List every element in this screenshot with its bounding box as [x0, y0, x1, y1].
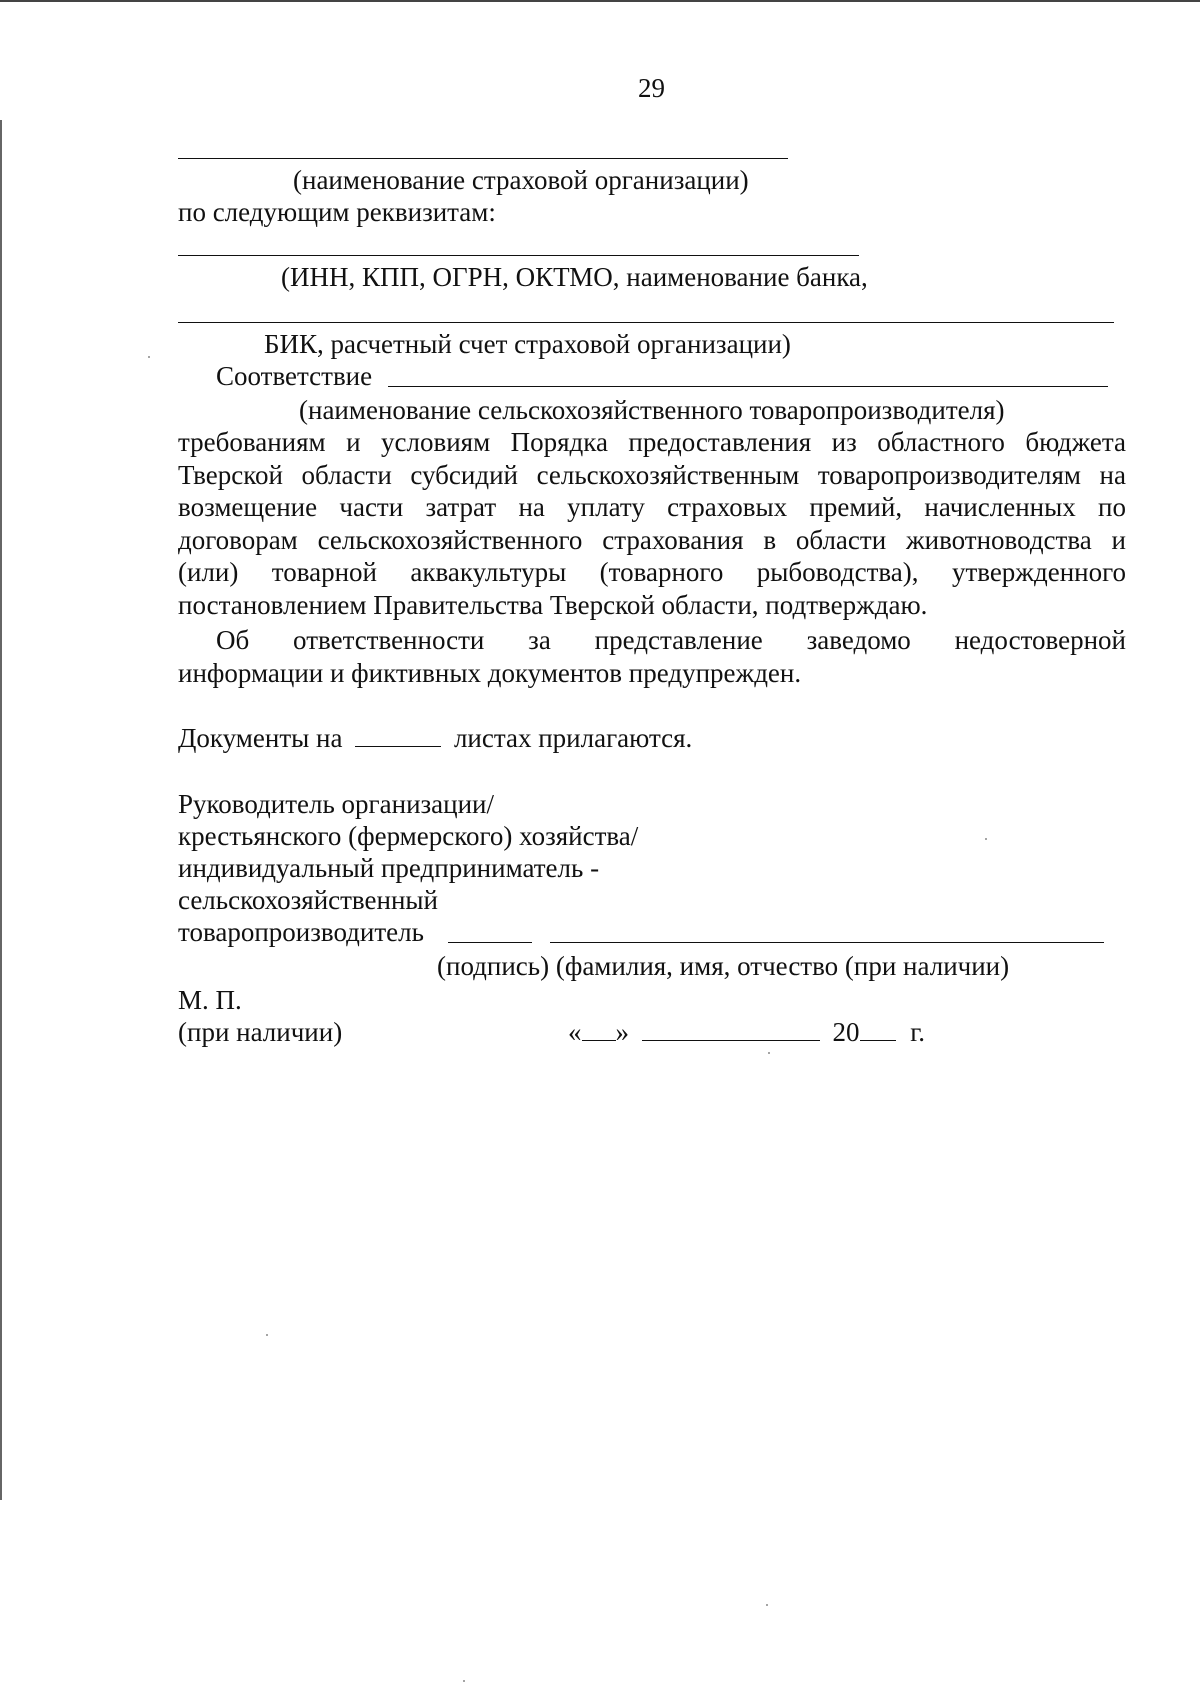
month-blank	[642, 1018, 820, 1041]
documents-prefix: Документы на	[178, 723, 343, 753]
body-line: возмещение части затрат на уплату страховых премий, начисленных по	[178, 492, 1126, 522]
page-number: 29	[638, 73, 665, 103]
scan-speck	[266, 1334, 268, 1336]
requisites-intro: по следующим реквизитам:	[178, 197, 496, 227]
producer-name-blank	[388, 386, 1108, 387]
liability-paragraph	[178, 624, 1126, 689]
signature-blank	[448, 942, 532, 943]
signature-caption: (подпись) (фамилия, имя, отчество (при наличии)	[437, 951, 1010, 981]
documents-suffix: листах прилагаются.	[453, 723, 693, 753]
date-line	[568, 1016, 925, 1048]
scan-speck	[766, 1604, 768, 1606]
full-name-blank	[550, 942, 1104, 943]
body-line: договорам сельскохозяйственного страхования в области животноводства и	[178, 524, 1126, 555]
body-line: Тверской области субсидий сельскохозяйственным товаропроизводителям на	[178, 459, 1126, 490]
scan-speck	[148, 356, 150, 358]
liability-line: Об ответственности за представление заведомо недостоверной	[216, 625, 1126, 655]
requisites-blank-2	[178, 322, 1114, 323]
sheet-count-blank	[355, 724, 441, 747]
year-blank	[860, 1018, 896, 1041]
signatory-line: сельскохозяйственный	[178, 885, 438, 915]
stamp-label: М. П.	[178, 985, 242, 1015]
requisites-blank-1	[178, 255, 859, 256]
scan-speck	[768, 1052, 770, 1054]
signatory-line: индивидуальный предприниматель -	[178, 853, 600, 883]
requisites-caption-2: БИК, расчетный счет страховой организации)	[264, 329, 791, 359]
documents-line	[178, 722, 692, 754]
scan-border-top	[0, 0, 1200, 2]
signatory-line: крестьянского (фермерского) хозяйства/	[178, 821, 639, 851]
day-blank	[582, 1018, 616, 1041]
scan-speck	[985, 838, 987, 840]
insurer-name-blank	[178, 158, 788, 159]
date-open-quote: «	[568, 1017, 582, 1047]
compliance-label: Соответствие	[216, 361, 373, 391]
body-line: (или) товарной аквакультуры (товарного рыбоводства), утвержденного	[178, 557, 1126, 587]
signatory-line: товаропроизводитель	[178, 917, 424, 947]
scan-border-left	[0, 120, 2, 1500]
requisites-caption-1: (ИНН, КПП, ОГРН, ОКТМО, наименование банка,	[281, 262, 868, 292]
insurer-name-caption: (наименование страховой организации)	[293, 165, 749, 195]
body-line: требованиям и условиям Порядка предоставления из областного бюджета	[178, 427, 1126, 457]
scan-speck	[463, 1680, 465, 1682]
compliance-paragraph	[178, 426, 1126, 621]
date-year-prefix: 20	[832, 1017, 860, 1047]
stamp-note: (при наличии)	[178, 1017, 343, 1047]
body-line: постановлением Правительства Тверской области, подтверждаю.	[178, 589, 928, 620]
date-close-quote: »	[615, 1017, 629, 1047]
producer-name-caption: (наименование сельскохозяйственного товаропроизводителя)	[299, 395, 1005, 425]
liability-line: информации и фиктивных документов предупрежден.	[178, 657, 802, 688]
date-year-suffix: г.	[910, 1017, 926, 1047]
signatory-line: Руководитель организации/	[178, 789, 495, 819]
